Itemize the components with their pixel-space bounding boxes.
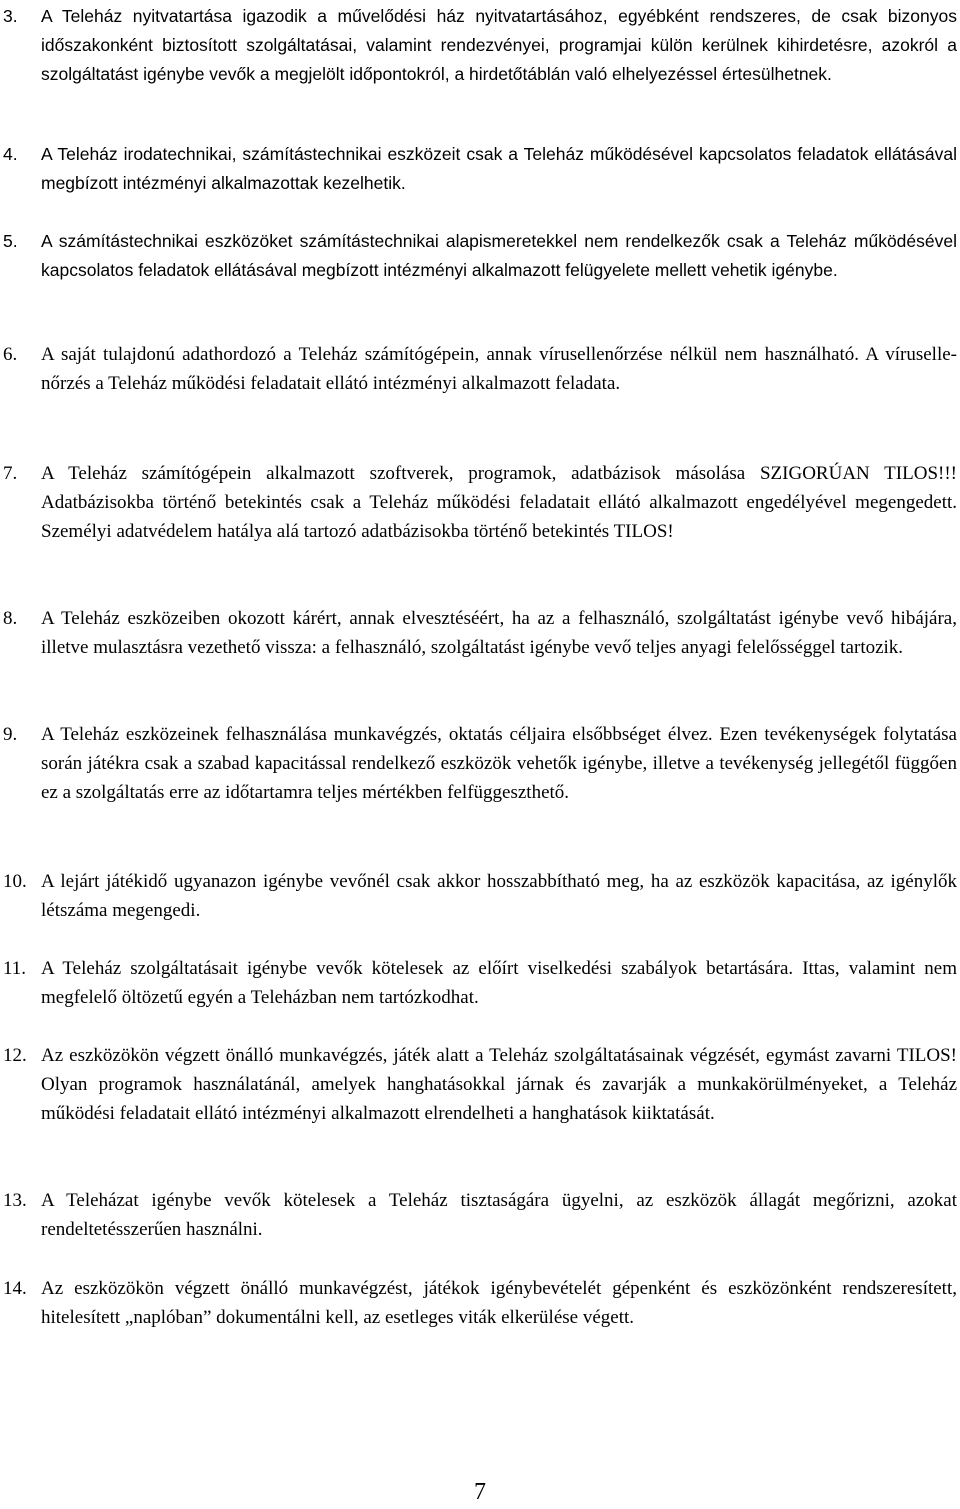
item-number: 11. (3, 958, 27, 979)
item-text: A lejárt játékidő ugyanazon igénybe vevőnél csak akkor hosszabbítható meg, ha az eszközök kapacitása, az igénylők létszáma megengedi. (41, 871, 957, 921)
item-number: 5. (3, 231, 18, 251)
item-number: 7. (3, 463, 18, 484)
item-number: 8. (3, 608, 18, 629)
item-text: Az eszközökön végzett önálló munkavégzést, játékok igénybevételét gépenként és eszközönként rendszeresített, hitelesített „naplóban” dokumentálni kell, az esetleges viták elkerülése végett. (41, 1278, 957, 1328)
item-number: 6. (3, 344, 18, 365)
item-text: A saját tulajdonú adathordozó a Teleház számítógépein, annak vírusellenőrzése nélkül nem használható. A vírusellenőrzés a Teleház működési feladatait ellátó intézményi alkalmazott feladata. (41, 344, 957, 394)
item-number: 13. (3, 1190, 27, 1211)
item-number: 4. (3, 144, 18, 164)
item-text: A Teleház nyitvatartása igazodik a művelődési ház nyitvatartásához, egyébként rendszeres, de csak bizonyos időszakonként biztosított szolgáltatásai, valamint rendezvényei, programjai külön kerülnek kihirdetésre, azokról a szolgáltatást igénybe vevők a megjelölt időpontokról, a hirdetőtáblán való elhelyezéssel értesülhetnek. (41, 6, 957, 84)
item-text: A Teleház eszközeiben okozott kárért, annak elvesztéséért, ha az a felhasználó, szolgáltatást igénybe vevő hibájára, illetve mulasztásra vezethető vissza: a felhasználó, szolgáltatást igénybe vevő teljes anyagi felelősséggel tartozik. (41, 608, 957, 658)
item-number: 10. (3, 871, 27, 892)
item-number: 14. (3, 1278, 27, 1299)
item-number: 12. (3, 1045, 27, 1066)
item-text: A Teleház irodatechnikai, számítástechnikai eszközeit csak a Teleház működésével kapcsolatos feladatok ellátásával megbízott intézményi alkalmazottak kezelhetik. (41, 144, 957, 193)
page-number: 7 (474, 1479, 486, 1505)
item-text: A Teleház eszközeinek felhasználása munkavégzés, oktatás céljaira elsőbbséget élvez. Ezen tevékenységek folytatása során játékra csak a szabad kapacitással rendelkező eszközök vehetők igénybe, illetve a tevékenység jellegétől függően ez a szolgáltatás erre az időtartamra teljes mértékben felfüggeszthető. (41, 724, 957, 803)
item-number: 3. (3, 6, 18, 26)
item-text: Az eszközökön végzett önálló munkavégzés, játék alatt a Teleház szolgáltatásainak végzését, egymást zavarni TILOS! Olyan programok használatánál, amelyek hanghatásokkal járnak és zavarják a munkakörülményeket, a Teleház működési feladatait ellátó intézményi alkalmazott elrendelheti a hanghatások kiiktatását. (41, 1045, 957, 1124)
item-text: A Teleház számítógépein alkalmazott szoftverek, programok, adatbázisok másolása SZIGORÚAN TILOS!!! Adatbázisokba történő betekintés csak a Teleház működési feladatait ellátó alkalmazott engedélyével megengedett. Személyi adatvédelem hatálya alá tartozó adatbázisokba történő betekintés TILOS! (41, 463, 957, 542)
item-text: A Teleház szolgáltatásait igénybe vevők kötelesek az előírt viselkedési szabályok betartására. Ittas, valamint nem megfelelő öltözetű egyén a Teleházban nem tartózkodhat. (41, 958, 957, 1008)
item-text: A Teleházat igénybe vevők kötelesek a Teleház tisztaságára ügyelni, az eszközök állagát megőrizni, azokat rendeltetésszerűen használni. (41, 1190, 957, 1240)
item-text: A számítástechnikai eszközöket számítástechnikai alapismeretekkel nem rendelkezők csak a Teleház működésével kapcsolatos feladatok ellátásával megbízott intézményi alkalmazott felügyelete mellett vehetik igénybe. (41, 231, 957, 280)
item-number: 9. (3, 724, 18, 745)
